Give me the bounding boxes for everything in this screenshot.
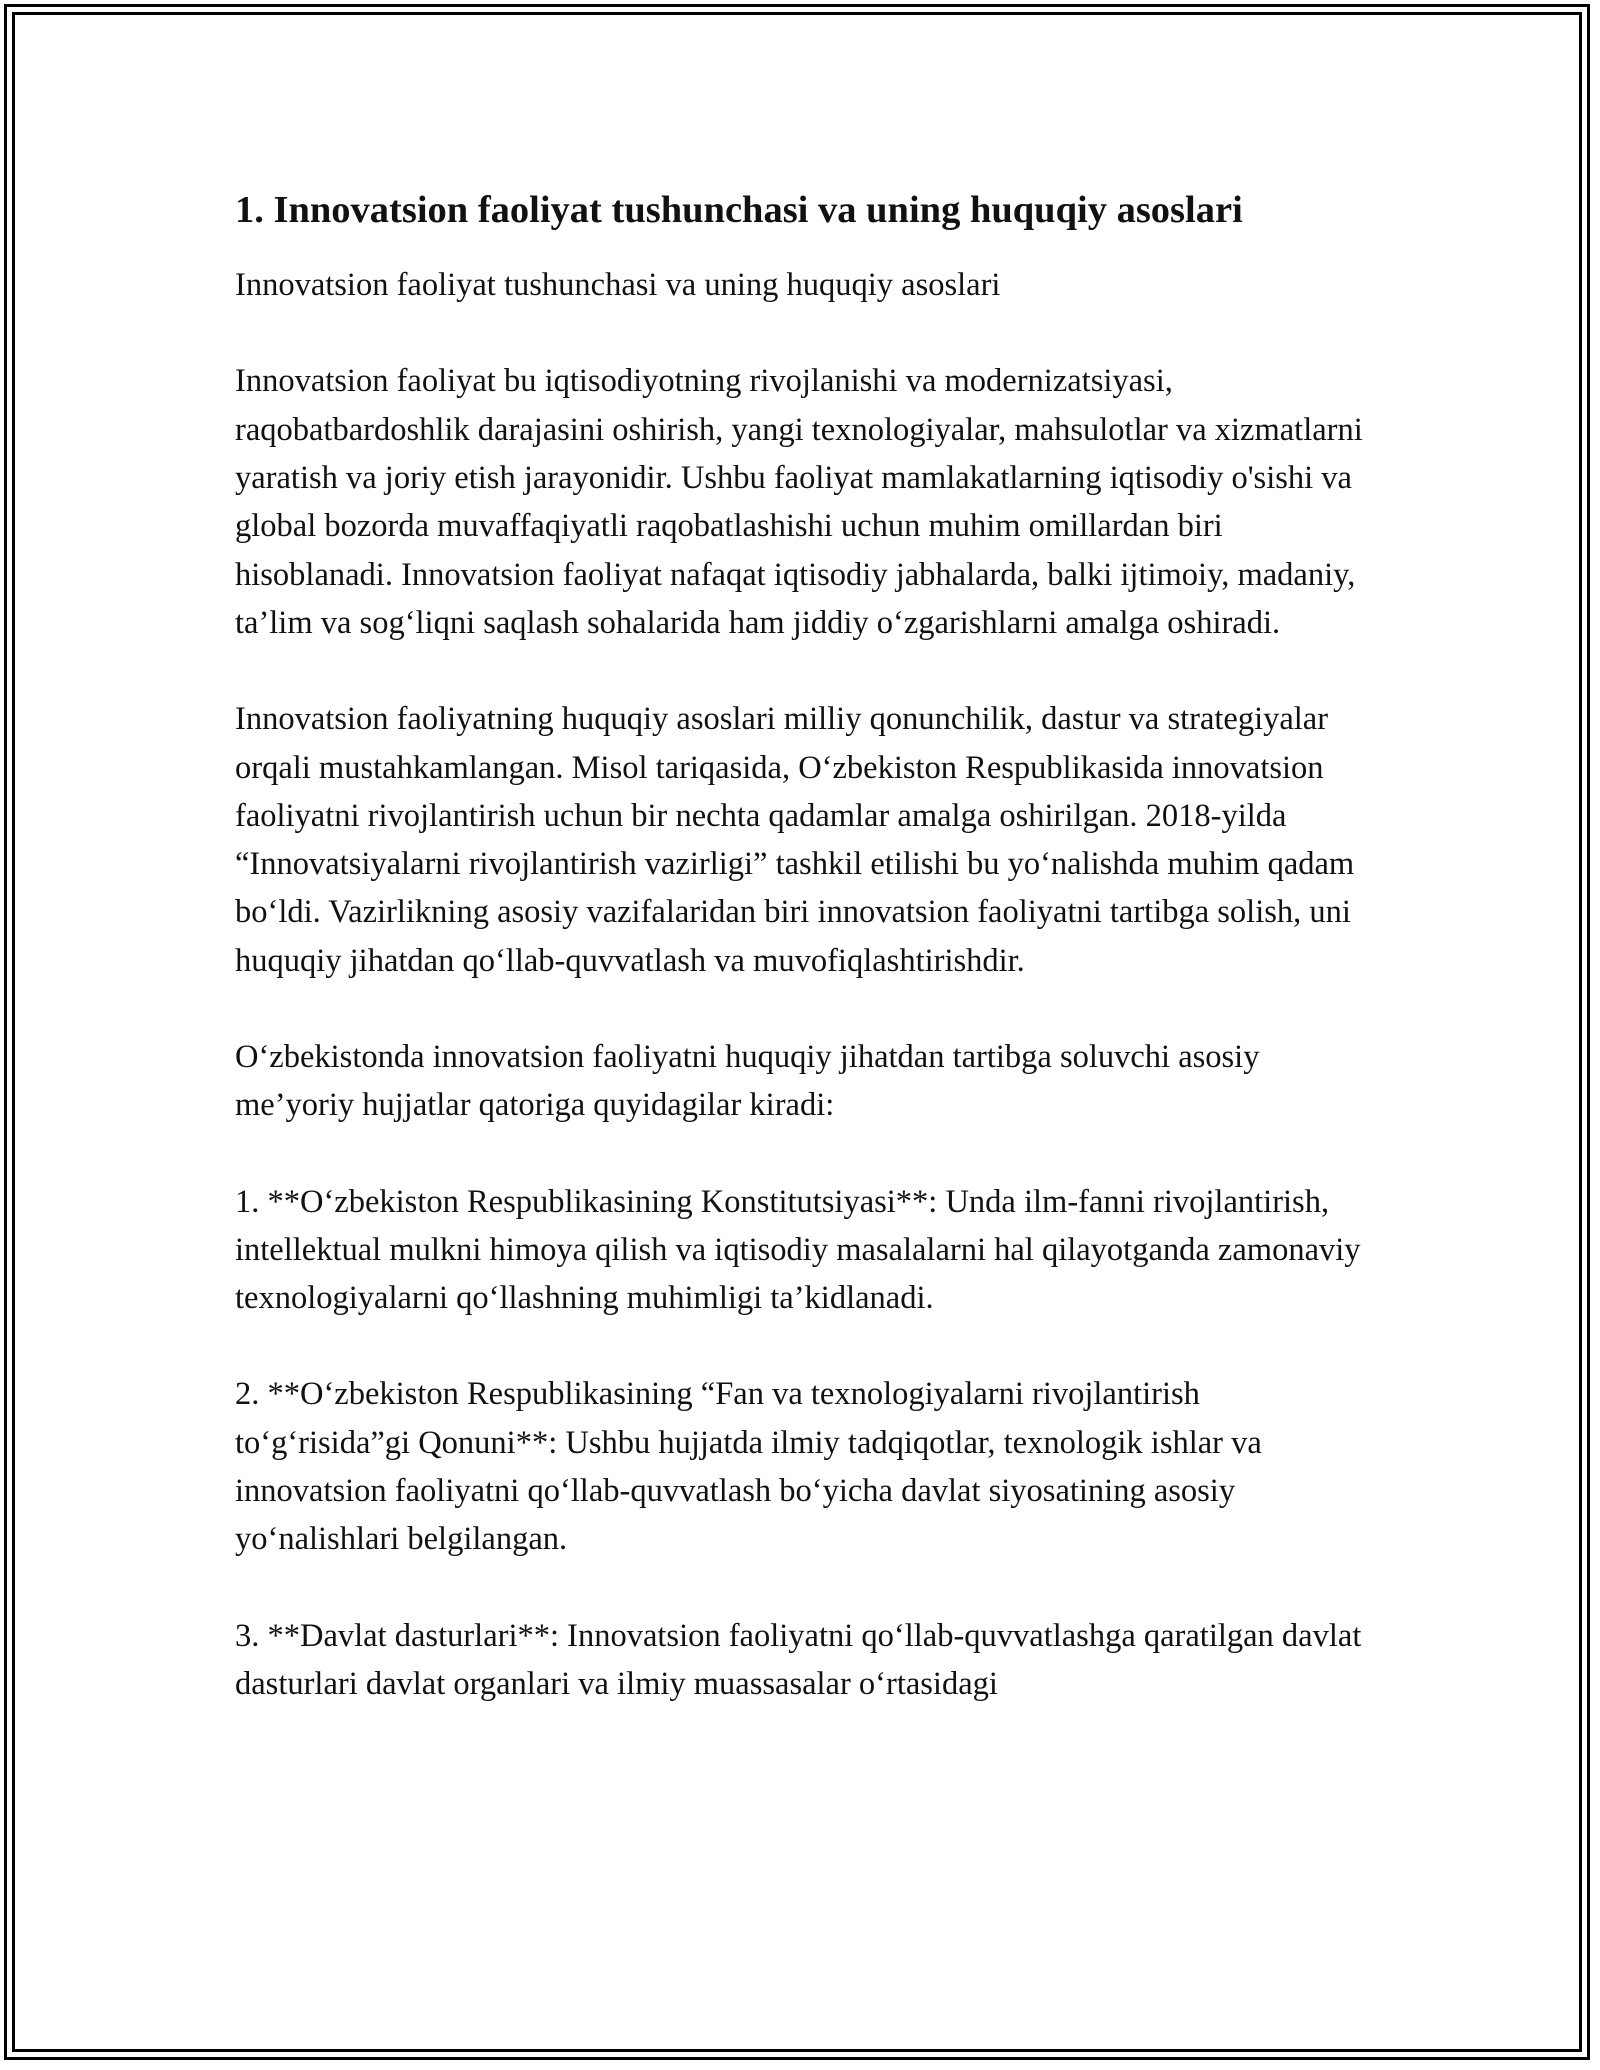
- list-item-state-programs: 3. **Davlat dasturlari**: Innovatsion faoliyatni qo‘llab-quvvatlashga qaratilgan davlat dasturlari davlat organlari va ilmiy muassasalar o‘rtasidagi: [235, 1617, 1362, 1702]
- list-item-constitution: 1. **O‘zbekiston Respublikasining Konstitutsiyasi**: Unda ilm-fanni rivojlantirish, intellektual mulkni himoya qilish va iqtisodiy masalalarni hal qilayotganda zamonaviy texnologiyalarni qo‘llashning muhimligi ta’kidlanadi.: [235, 1183, 1361, 1317]
- document-body: [235, 186, 1365, 1756]
- paragraph-legal-basis: Innovatsion faoliyatning huquqiy asoslari milliy qonunchilik, dastur va strategiyalar orqali mustahkamlangan. Misol tariqasida, O‘zbekiston Respublikasida innovatsion faoliyatni rivojlantirish uchun bir nechta qadamlar amalga oshirilgan. 2018-yilda “Innovatsiyalarni rivojlantirish vazirligi” tashkil etilishi bu yo‘nalishda muhim qadam bo‘ldi. Vazirlikning asosiy vazifalaridan biri innovatsion faoliyatni tartibga solish, uni huquqiy jihatdan qo‘llab-quvvatlash va muvofiqlashtirishdir.: [235, 701, 1355, 979]
- document-heading: 1. Innovatsion faoliyat tushunchasi va uning huquqiy asoslari: [235, 189, 1243, 231]
- list-item-science-law: 2. **O‘zbekiston Respublikasining “Fan va texnologiyalarni rivojlantirish to‘g‘risida”gi Qonuni**: Ushbu hujjatda ilmiy tadqiqotlar, texnologik ishlar va innovatsion faoliyatni qo‘llab-quvvatlash bo‘yicha davlat siyosatining asosiy yo‘nalishlari belgilangan.: [235, 1376, 1262, 1558]
- document-subtitle: Innovatsion faoliyat tushunchasi va uning huquqiy asoslari: [235, 267, 1001, 304]
- paragraph-definition: Innovatsion faoliyat bu iqtisodiyotning rivojlanishi va modernizatsiyasi, raqobatbardoshlik darajasini oshirish, yangi texnologiyalar, mahsulotlar va xizmatlarni yaratish va joriy etish jarayonidir. Ushbu faoliyat mamlakatlarning iqtisodiy o'sishi va global bozorda muvaffaqiyatli raqobatlashishi uchun muhim omillardan biri hisoblanadi. Innovatsion faoliyat nafaqat iqtisodiy jabhalarda, balki ijtimoiy, madaniy, ta’lim va sog‘liqni saqlash sohalarida ham jiddiy o‘zgarishlarni amalga oshiradi.: [235, 363, 1363, 641]
- paragraph-normative-docs-intro: O‘zbekistonda innovatsion faoliyatni huquqiy jihatdan tartibga soluvchi asosiy me’yoriy hujjatlar qatoriga quyidagilar kiradi:: [235, 1038, 1260, 1124]
